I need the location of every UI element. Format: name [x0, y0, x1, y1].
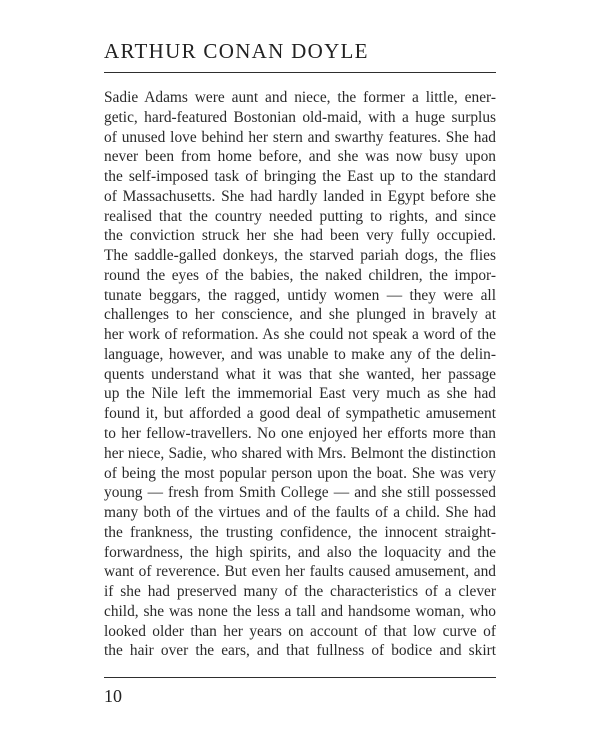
text-line: of being the most popular person upon the boat. She was very [104, 464, 496, 482]
text-line: the hair over the ears, and that fullness of bodice and skirt [104, 642, 496, 660]
text-line: the self-imposed task of bringing the East up to the standard [104, 168, 496, 186]
text-line: if she had preserved many of the characteristics of a clever [104, 583, 496, 601]
text-line: of Massachusetts. She had hardly landed in Egypt before she [104, 187, 496, 205]
text-line: her work of reformation. As she could not speak a word of the [104, 326, 496, 344]
text-line: challenges to her conscience, and she plunged in bravely at [104, 306, 496, 324]
text-line: round the eyes of the babies, the naked children, the impor- [104, 266, 496, 284]
body-text [104, 88, 496, 661]
text-line: quents understand what it was that she wanted, her passage [104, 365, 496, 383]
text-line: her niece, Sadie, who shared with Mrs. Belmont the distinction [104, 444, 496, 462]
running-head-author: ARTHUR CONAN DOYLE [104, 39, 369, 63]
text-line: child, she was none the less a tall and handsome woman, who [104, 602, 496, 620]
text-line: the frankness, the trusting confidence, the innocent straight- [104, 523, 496, 541]
text-line: tunate beggars, the ragged, untidy women — they were all [104, 286, 496, 304]
text-line: want of reverence. But even her faults caused amusement, and [104, 563, 496, 581]
text-line: to her fellow-travellers. No one enjoyed her efforts more than [104, 425, 496, 443]
header-rule [104, 72, 496, 73]
text-line: the conviction struck her she had been very fully occupied. [104, 227, 496, 245]
text-line: up the Nile left the immemorial East very much as she had [104, 385, 496, 403]
text-line: never been from home before, and she was now busy upon [104, 148, 496, 166]
text-line: getic, hard-featured Bostonian old-maid, with a huge surplus [104, 108, 496, 126]
text-line: realised that the country needed putting to rights, and since [104, 207, 496, 225]
page-number: 10 [104, 686, 122, 706]
text-line: many both of the virtues and of the faults of a child. She had [104, 504, 496, 522]
text-line: of unused love behind her stern and swarthy features. She had [104, 128, 496, 146]
footer-rule [104, 677, 496, 678]
text-line: Sadie Adams were aunt and niece, the former a little, ener- [104, 89, 496, 106]
text-line: young — fresh from Smith College — and she still possessed [104, 484, 496, 502]
text-line: forwardness, the high spirits, and also the loquacity and the [104, 543, 496, 561]
text-line: looked older than her years on account of that low curve of [104, 622, 496, 640]
text-line: The saddle-galled donkeys, the starved pariah dogs, the flies [104, 247, 496, 265]
text-line: language, however, and was unable to make any of the delin- [104, 345, 496, 363]
text-line: found it, but afforded a good deal of sympathetic amusement [104, 405, 496, 423]
